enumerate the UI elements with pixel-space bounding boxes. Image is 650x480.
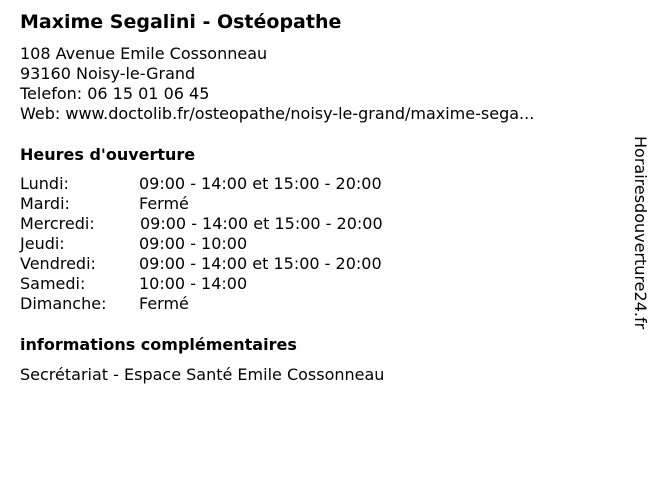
time-value: 09:00 - 14:00 et 15:00 - 20:00 <box>139 174 382 193</box>
hours-heading: Heures d'ouverture <box>20 145 196 164</box>
contact-block <box>20 44 534 124</box>
time-value: 09:00 - 14:00 et 15:00 - 20:00 <box>139 254 382 273</box>
side-brand-watermark: Horairesdouverture24.fr <box>631 136 650 330</box>
info-heading: informations complémentaires <box>20 335 297 354</box>
time-value: 10:00 - 14:00 <box>139 274 248 293</box>
website-link[interactable]: Web: www.doctolib.fr/osteopathe/noisy-le-grand/maxime-sega... <box>20 104 535 123</box>
phone-number[interactable]: Telefon: 06 15 01 06 45 <box>20 84 210 103</box>
time-value: Fermé <box>139 294 189 313</box>
day-label: Mardi: <box>20 194 70 213</box>
day-label: Mercredi: <box>20 214 95 233</box>
day-label: Jeudi: <box>20 234 65 253</box>
page-title: Maxime Segalini - Ostéopathe <box>20 11 342 33</box>
address-street: 108 Avenue Emile Cossonneau <box>20 44 268 63</box>
day-label: Dimanche: <box>20 294 107 313</box>
time-value: 09:00 - 10:00 <box>139 234 248 253</box>
day-label: Samedi: <box>20 274 86 293</box>
day-label: Lundi: <box>20 174 69 193</box>
time-value: 09:00 - 14:00 et 15:00 - 20:00 <box>140 214 383 233</box>
time-value: Fermé <box>139 194 189 213</box>
address-city: 93160 Noisy-le-Grand <box>20 64 196 83</box>
day-label: Vendredi: <box>20 254 96 273</box>
info-text: Secrétariat - Espace Santé Emile Cossonneau <box>20 365 385 384</box>
